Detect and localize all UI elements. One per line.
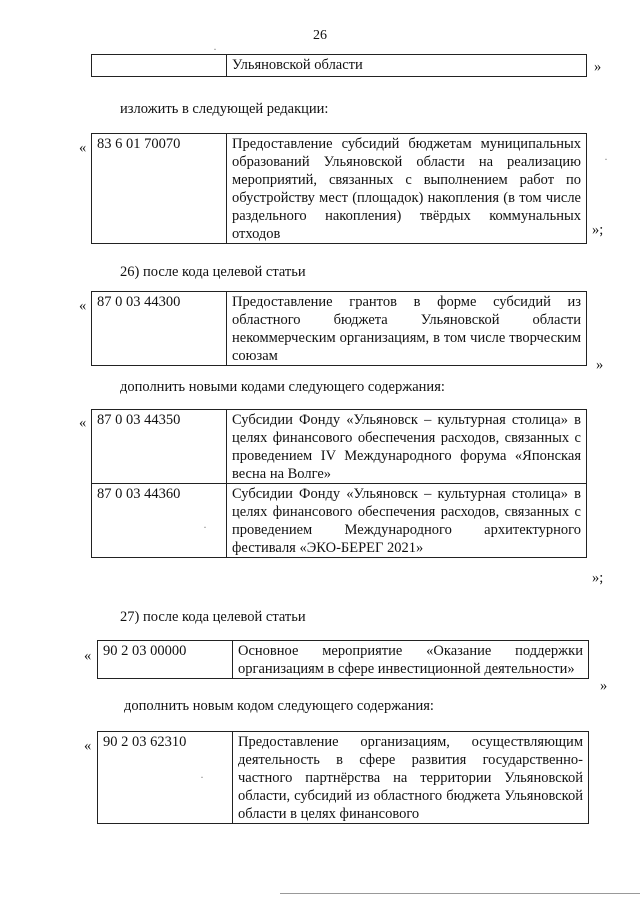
description-cell: Ульяновской области [227, 55, 587, 77]
code-table-3 [91, 409, 587, 558]
code-cell: 83 6 01 70070 [92, 134, 227, 244]
opening-quote: « [79, 140, 87, 156]
closing-quote: » [596, 357, 604, 373]
code-table-2 [91, 291, 587, 366]
page-number: 26 [313, 28, 327, 43]
section-heading: 26) после кода целевой статьи [120, 264, 306, 280]
code-cell: 87 0 03 44350 [92, 410, 227, 484]
code-table-1 [91, 133, 587, 244]
code-cell: 87 0 03 44300 [92, 292, 227, 366]
closing-quote: » [594, 59, 602, 75]
code-cell: 87 0 03 44360 [92, 484, 227, 558]
scan-mark: · [200, 770, 204, 784]
opening-quote: « [79, 415, 87, 431]
description-cell: Предоставление грантов в форме субсидий из областного бюджета Ульяновской области некоммерческим организациям, в том числе творческим союзам [227, 292, 587, 366]
code-table-5 [97, 731, 589, 824]
scan-mark: · [203, 520, 207, 534]
closing-quote: »; [592, 570, 604, 586]
description-cell: Основное мероприятие «Оказание поддержки организациям в сфере инвестиционной деятельности» [233, 641, 589, 679]
instruction-text: дополнить новым кодом следующего содержания: [124, 698, 434, 714]
description-cell: Субсидии Фонду «Ульяновск – культурная столица» в целях финансового обеспечения расходов, связанных с проведением Международного архитектурного фестиваля «ЭКО-БЕРЕГ 2021» [227, 484, 587, 558]
code-table-4 [97, 640, 589, 679]
scan-mark: · [604, 152, 608, 166]
table-row [92, 410, 587, 484]
closing-quote: » [600, 678, 608, 694]
table-row [98, 641, 589, 679]
code-cell [92, 55, 227, 77]
description-cell: Предоставление субсидий бюджетам муниципальных образований Ульяновской области на реализацию мероприятий, связанных с выполнением работ по обустройству мест (площадок) накопления (в том числе раздельного накопления) твёрдых коммунальных отходов [227, 134, 587, 244]
table-row [92, 292, 587, 366]
instruction-text: изложить в следующей редакции: [120, 101, 329, 117]
code-table-0 [91, 54, 587, 77]
description-cell: Предоставление организациям, осуществляющим деятельность в сфере развития государственно-частного партнёрства на территории Ульяновской области, субсидий из областного бюджета Ульяновской области в целях финансового [233, 732, 589, 824]
table-row [92, 484, 587, 558]
opening-quote: « [84, 648, 92, 664]
closing-quote: »; [592, 222, 604, 238]
code-cell: 90 2 03 62310 [98, 732, 233, 824]
table-row [98, 732, 589, 824]
opening-quote: « [79, 298, 87, 314]
table-row [92, 134, 587, 244]
code-cell: 90 2 03 00000 [98, 641, 233, 679]
opening-quote: « [84, 738, 92, 754]
description-cell: Субсидии Фонду «Ульяновск – культурная столица» в целях финансового обеспечения расходов, связанных с проведением IV Международного форума «Японская весна на Волге» [227, 410, 587, 484]
instruction-text: дополнить новыми кодами следующего содержания: [120, 379, 445, 395]
section-heading: 27) после кода целевой статьи [120, 609, 306, 625]
footer-line [280, 893, 640, 894]
scan-mark: · [213, 42, 217, 56]
table-row [92, 55, 587, 77]
